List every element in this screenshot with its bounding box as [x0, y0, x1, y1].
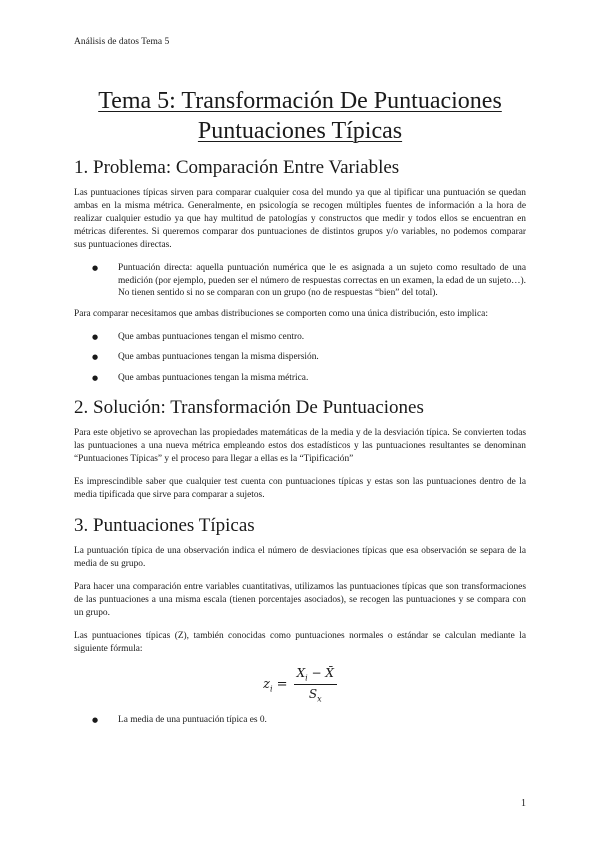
section-1-requirements-list — [74, 331, 526, 385]
z-score-formula — [74, 666, 526, 704]
section-1-heading: 1. Problema: Comparación Entre Variables — [74, 157, 400, 178]
running-header: Análisis de datos Tema 5 — [74, 37, 170, 47]
section-3-heading: 3. Puntuaciones Típicas — [74, 515, 255, 536]
list-item: ● Que ambas puntuaciones tengan la misma métrica. — [118, 372, 526, 385]
page-title — [74, 86, 526, 146]
list-item: ● Puntuación directa: aquella puntuación numérica que le es asignada a un sujeto como resultado de una medición (por ejemplo, pueden ser el número de respuestas correctas en un examen, la edad de un sujeto…). No tienen sentido si no se comparan con un grupo (no de respuestas “bien” del total). — [118, 262, 526, 300]
formula-fraction — [294, 666, 337, 704]
list-item: ● Que ambas puntuaciones tengan el mismo centro. — [118, 331, 526, 344]
section-1-definition-list — [74, 262, 526, 300]
section-3-paragraph-3: Las puntuaciones típicas (Z), también conocidas como puntuaciones normales o estándar se calculan mediante la siguiente fórmula: — [74, 631, 526, 654]
list-item: ● Que ambas puntuaciones tengan la misma dispersión. — [118, 351, 526, 364]
title-line-1: Tema 5: Transformación De Puntuaciones — [98, 88, 502, 114]
section-1-paragraph-1: Las puntuaciones típicas sirven para comparar cualquier cosa del mundo ya que al tipificar una puntuación se quedan ambas en la misma métrica. Generalmente, en psicología se recogen múltiples fuentes de información a la hora de realizar cualquier estudio ya que hay multitud de patologías y constructos que medir y todos ellos se encuentran en métricas diferentes. Si queremos comparar dos puntuaciones de distintos grupos y/o variables, no podemos comparar sus puntuaciones directas. — [74, 188, 526, 250]
formula-denominator: $S_x$ — [308, 687, 322, 704]
section-3-list — [74, 714, 526, 727]
formula-lhs: $z_i$ = — [263, 676, 288, 694]
section-1-paragraph-2: Para comparar necesitamos que ambas distribuciones se comporten como una única distribución, esto implica: — [74, 308, 488, 319]
page-number: 1 — [521, 798, 526, 809]
document-body — [74, 86, 526, 734]
section-2-paragraph-1: Para este objetivo se aprovechan las propiedades matemáticas de la media y de la desviación típica. Se convierten todas las puntuaciones a una nueva métrica empleando estos dos estadísticos y las puntuaciones resultantes se denominan “Puntuaciones Típicas” y el proceso para llegar a ellas es la “Tipificación” — [74, 428, 526, 464]
section-2-heading: 2. Solución: Transformación De Puntuaciones — [74, 397, 424, 418]
section-2-paragraph-2: Es imprescindible saber que cualquier test cuenta con puntuaciones típicas y estas son las puntuaciones dentro de la media tipificada que sirve para comparar a sujetos. — [74, 477, 526, 500]
title-line-2: Puntuaciones Típicas — [197, 118, 403, 144]
list-item: ● La media de una puntuación típica es 0. — [118, 714, 526, 727]
section-3-paragraph-2: Para hacer una comparación entre variables cuantitativas, utilizamos las puntuaciones típicas que son transformaciones de las puntuaciones a una misma escala (tienen porcentajes asociados), se recogen las puntuaciones y se compara con un grupo. — [74, 582, 526, 618]
formula-numerator: $X_i$ − X̄ — [294, 666, 337, 685]
section-3-paragraph-1: La puntuación típica de una observación indica el número de desviaciones típicas que esa observación se separa de la media de su grupo. — [74, 546, 526, 569]
